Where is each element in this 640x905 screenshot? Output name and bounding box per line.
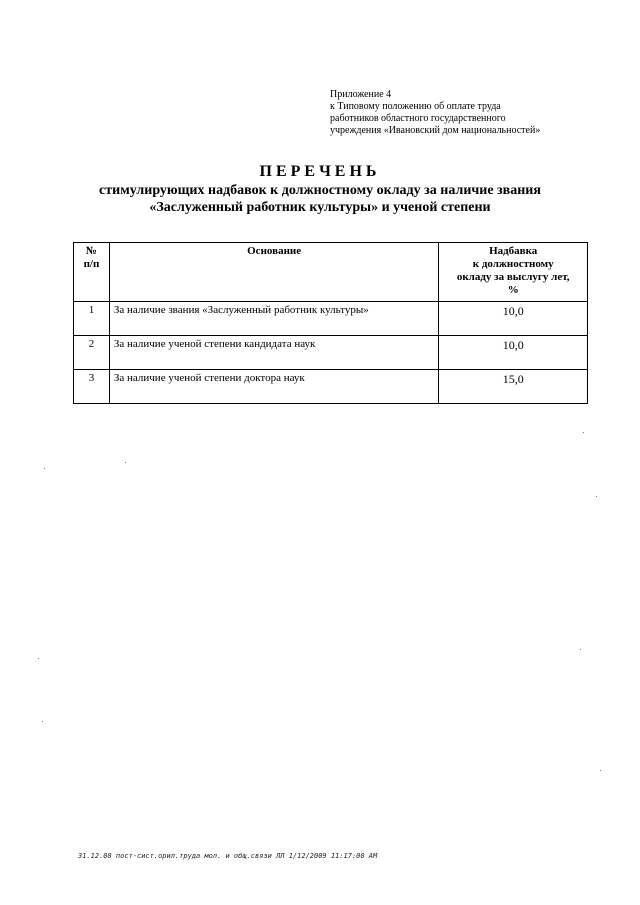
allowances-table: [73, 242, 588, 404]
scan-speck: [596, 496, 597, 497]
document-subtitle: [60, 182, 580, 216]
row-value: 10,0: [439, 302, 588, 336]
row-number: 2: [74, 336, 110, 370]
subtitle-line-1: стимулирующих надбавок к должностному окладу за наличие звания: [99, 183, 541, 198]
scan-speck: [580, 649, 581, 650]
scan-speck: [125, 462, 126, 463]
row-basis: За наличие ученой степени кандидата наук: [109, 336, 438, 370]
appendix-note: [330, 89, 600, 137]
appendix-line: работников областного государственного: [330, 113, 506, 124]
appendix-line: к Типовому положению об оплате труда: [330, 101, 501, 112]
table-row: [74, 370, 588, 404]
scan-speck: [583, 432, 584, 433]
row-basis: За наличие ученой степени доктора наук: [109, 370, 438, 404]
row-number: 1: [74, 302, 110, 336]
appendix-line: учреждения «Ивановский дом национальностей»: [330, 125, 541, 136]
header-number: № п/п: [74, 243, 110, 302]
table-row: [74, 302, 588, 336]
scan-speck: [600, 770, 601, 771]
header-allowance: Надбавка к должностному окладу за выслугу лет, %: [439, 243, 588, 302]
subtitle-line-2: «Заслуженный работник культуры» и ученой степени: [149, 200, 491, 215]
header-basis: Основание: [109, 243, 438, 302]
row-basis: За наличие звания «Заслуженный работник культуры»: [109, 302, 438, 336]
row-value: 10,0: [439, 336, 588, 370]
scan-speck: [44, 468, 45, 469]
document-footer: 31.12.08 пост-сист.орил.труда мол. и общ.связи ЛЛ 1/12/2009 11:17:00 AM: [78, 852, 378, 860]
row-number: 3: [74, 370, 110, 404]
scan-speck: [38, 658, 39, 659]
table-header-row: [74, 243, 588, 302]
table-row: [74, 336, 588, 370]
scan-speck: [42, 721, 43, 722]
row-value: 15,0: [439, 370, 588, 404]
document-title: ПЕРЕЧЕНЬ: [259, 163, 381, 180]
appendix-line: Приложение 4: [330, 89, 392, 100]
